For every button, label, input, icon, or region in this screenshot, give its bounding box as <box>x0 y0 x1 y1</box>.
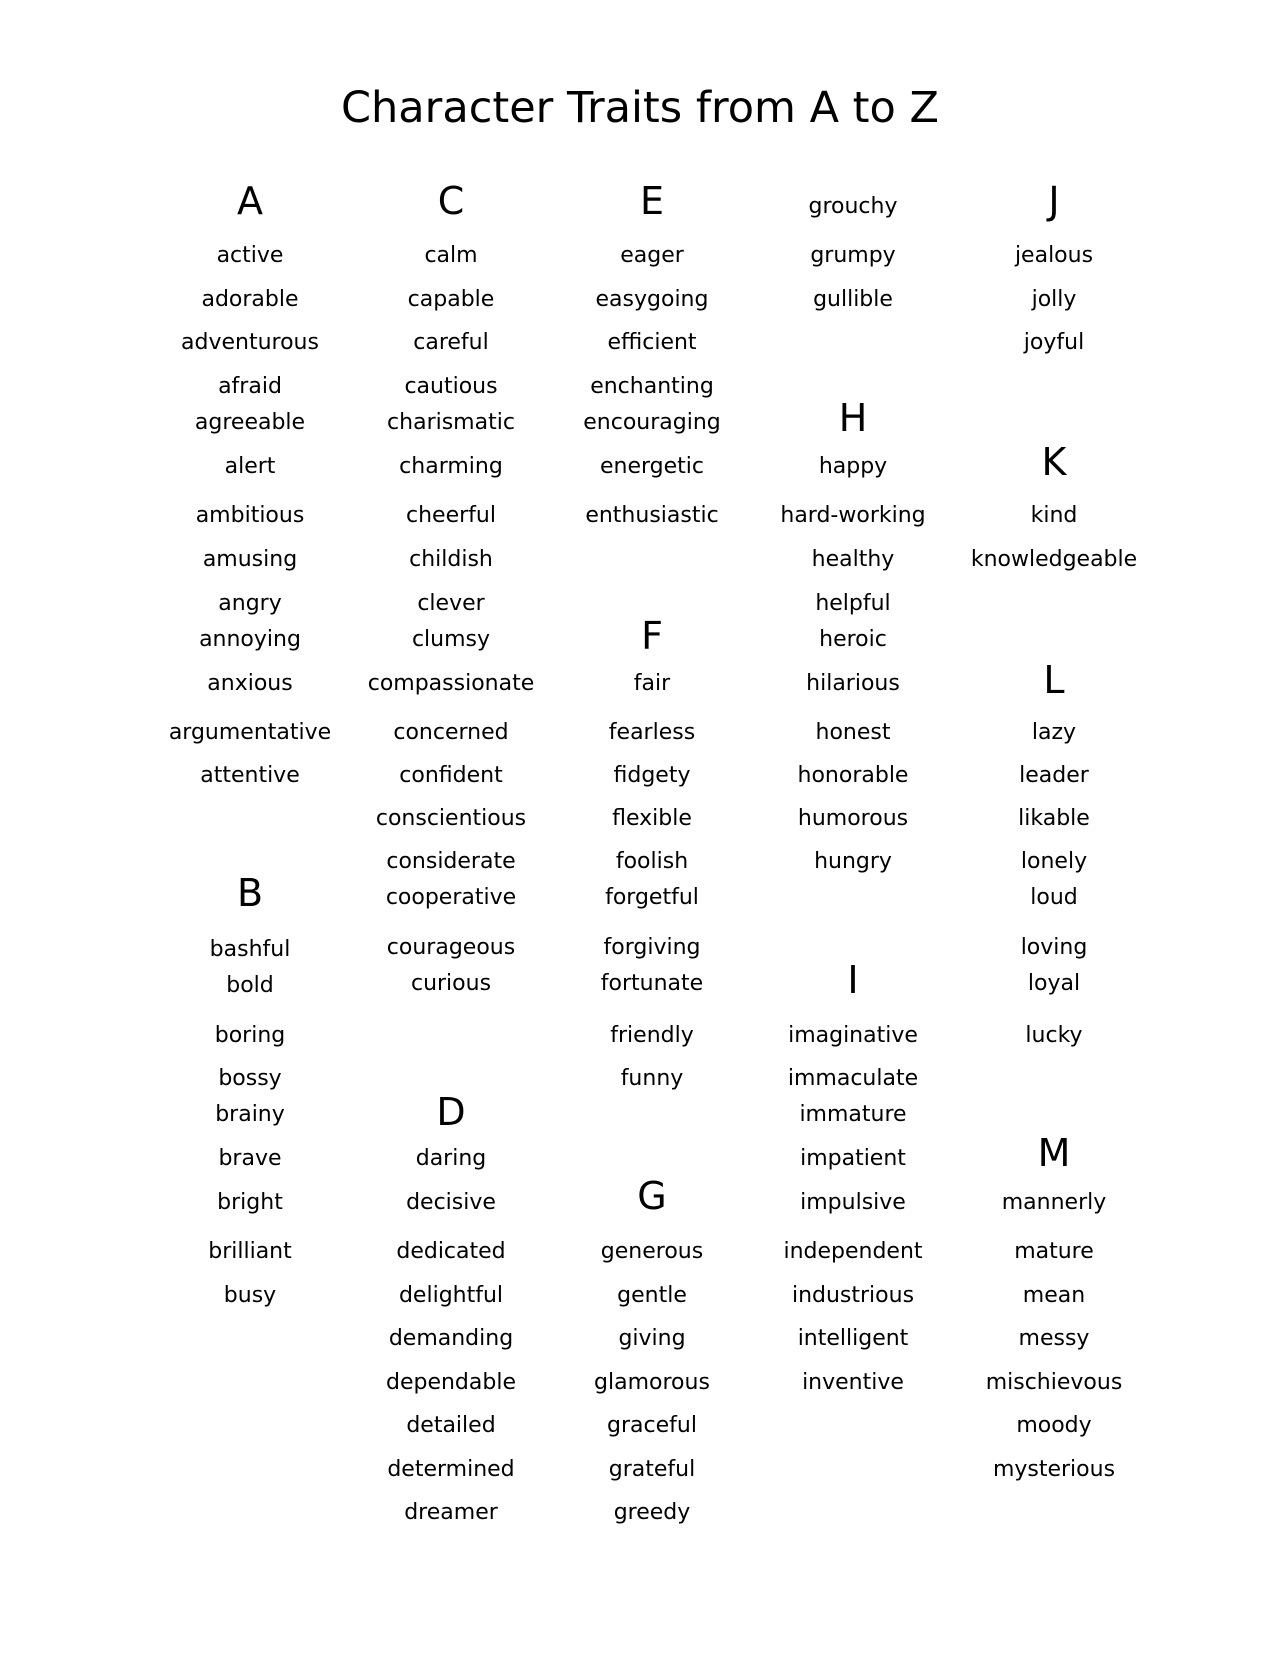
trait-word: dedicated <box>396 1239 506 1264</box>
trait-word: detailed <box>406 1413 496 1438</box>
trait-word: heroic <box>819 627 887 652</box>
letter-heading: J <box>1048 179 1060 223</box>
trait-word: ambitious <box>195 503 305 528</box>
trait-column-1 <box>150 0 350 1656</box>
letter-heading: G <box>637 1174 667 1218</box>
trait-word: forgiving <box>603 935 701 960</box>
trait-word: friendly <box>610 1023 694 1048</box>
trait-word: efficient <box>607 330 697 355</box>
trait-word: enchanting <box>590 374 714 399</box>
trait-word: immature <box>799 1102 907 1127</box>
trait-word: brilliant <box>208 1239 292 1264</box>
trait-word: mischievous <box>985 1370 1123 1395</box>
trait-word: bright <box>217 1190 283 1215</box>
page-title: Character Traits from A to Z <box>341 83 939 133</box>
trait-word: energetic <box>599 454 704 479</box>
trait-column-4 <box>753 0 953 1656</box>
trait-word: adventurous <box>181 330 319 355</box>
trait-word: grouchy <box>808 194 898 219</box>
trait-word: flexible <box>612 806 692 831</box>
trait-word: mysterious <box>992 1457 1116 1482</box>
trait-word: clumsy <box>411 627 491 652</box>
trait-word: graceful <box>607 1413 697 1438</box>
trait-word: charming <box>399 454 503 479</box>
letter-heading: I <box>847 958 859 1002</box>
letter-heading: C <box>437 179 465 223</box>
trait-word: encouraging <box>583 410 721 435</box>
trait-word: dreamer <box>404 1500 498 1525</box>
trait-word: mean <box>1022 1283 1086 1308</box>
trait-word: leader <box>1019 763 1089 788</box>
trait-word: fidgety <box>613 763 691 788</box>
trait-column-5 <box>954 0 1154 1656</box>
trait-word: cautious <box>404 374 498 399</box>
trait-word: inventive <box>802 1370 904 1395</box>
trait-word: likable <box>1018 806 1090 831</box>
trait-word: lazy <box>1031 720 1077 745</box>
trait-word: lonely <box>1020 849 1088 874</box>
trait-word: bashful <box>209 937 291 962</box>
trait-word: kind <box>1030 503 1078 528</box>
trait-word: knowledgeable <box>970 547 1138 572</box>
trait-word: curious <box>410 971 492 996</box>
trait-word: moody <box>1016 1413 1092 1438</box>
letter-heading: D <box>436 1090 466 1134</box>
trait-word: eager <box>620 243 684 268</box>
trait-word: courageous <box>386 935 516 960</box>
trait-word: concerned <box>393 720 509 745</box>
trait-word: boring <box>214 1023 286 1048</box>
trait-word: dependable <box>385 1370 516 1395</box>
letter-heading: K <box>1041 440 1067 484</box>
trait-word: forgetful <box>605 885 699 910</box>
trait-word: helpful <box>815 591 891 616</box>
trait-word: loving <box>1020 935 1088 960</box>
trait-word: easygoing <box>595 287 709 312</box>
trait-word: fortunate <box>600 971 704 996</box>
letter-heading: E <box>639 179 664 223</box>
trait-word: argumentative <box>168 720 332 745</box>
trait-word: greedy <box>613 1500 691 1525</box>
trait-word: confident <box>399 763 503 788</box>
trait-column-2 <box>351 0 551 1656</box>
trait-word: lucky <box>1025 1023 1083 1048</box>
letter-heading: L <box>1043 658 1065 702</box>
trait-word: mature <box>1014 1239 1094 1264</box>
trait-word: demanding <box>388 1326 514 1351</box>
trait-word: grateful <box>608 1457 696 1482</box>
trait-word: determined <box>387 1457 515 1482</box>
trait-word: fair <box>633 671 671 696</box>
trait-word: brainy <box>215 1102 285 1127</box>
trait-word: jolly <box>1031 287 1077 312</box>
trait-word: independent <box>783 1239 923 1264</box>
trait-word: messy <box>1018 1326 1090 1351</box>
trait-word: calm <box>424 243 478 268</box>
trait-word: honorable <box>797 763 909 788</box>
trait-word: agreeable <box>194 410 306 435</box>
trait-word: mannerly <box>1001 1190 1107 1215</box>
trait-word: brave <box>218 1146 282 1171</box>
trait-word: conscientious <box>375 806 527 831</box>
trait-word: bold <box>226 973 274 998</box>
trait-word: childish <box>409 547 493 572</box>
trait-word: capable <box>407 287 495 312</box>
trait-word: funny <box>620 1066 684 1091</box>
trait-word: immaculate <box>787 1066 919 1091</box>
trait-word: compassionate <box>367 671 535 696</box>
trait-word: adorable <box>201 287 299 312</box>
trait-word: annoying <box>199 627 301 652</box>
trait-word: impatient <box>800 1146 906 1171</box>
letter-heading: H <box>838 396 868 440</box>
trait-word: loud <box>1030 885 1078 910</box>
trait-word: intelligent <box>797 1326 909 1351</box>
trait-word: industrious <box>791 1283 915 1308</box>
trait-word: bossy <box>218 1066 282 1091</box>
trait-word: joyful <box>1023 330 1085 355</box>
trait-word: decisive <box>406 1190 496 1215</box>
letter-heading: F <box>641 614 663 658</box>
letter-heading: A <box>237 179 263 223</box>
trait-word: foolish <box>615 849 689 874</box>
trait-word: imaginative <box>788 1023 918 1048</box>
trait-word: hilarious <box>806 671 900 696</box>
trait-word: enthusiastic <box>585 503 719 528</box>
trait-word: afraid <box>218 374 282 399</box>
trait-word: attentive <box>200 763 300 788</box>
trait-word: honest <box>815 720 891 745</box>
trait-word: glamorous <box>594 1370 710 1395</box>
trait-word: careful <box>413 330 489 355</box>
trait-word: angry <box>218 591 282 616</box>
trait-word: loyal <box>1027 971 1081 996</box>
trait-word: gentle <box>617 1283 687 1308</box>
trait-word: impulsive <box>800 1190 906 1215</box>
trait-word: gullible <box>813 287 893 312</box>
trait-word: generous <box>600 1239 704 1264</box>
trait-word: cooperative <box>385 885 517 910</box>
trait-word: cheerful <box>406 503 496 528</box>
trait-word: daring <box>415 1146 487 1171</box>
trait-word: alert <box>224 454 276 479</box>
trait-word: grumpy <box>810 243 896 268</box>
trait-column-3 <box>552 0 752 1656</box>
trait-word: fearless <box>608 720 696 745</box>
trait-word: active <box>216 243 284 268</box>
letter-heading: M <box>1037 1131 1071 1175</box>
trait-word: anxious <box>207 671 293 696</box>
trait-word: happy <box>818 454 888 479</box>
trait-word: considerate <box>386 849 516 874</box>
trait-word: amusing <box>202 547 298 572</box>
trait-word: delightful <box>398 1283 504 1308</box>
letter-heading: B <box>236 871 264 915</box>
trait-word: hungry <box>814 849 892 874</box>
trait-word: hard-working <box>780 503 926 528</box>
trait-word: giving <box>618 1326 686 1351</box>
trait-word: busy <box>223 1283 277 1308</box>
trait-word: charismatic <box>387 410 515 435</box>
trait-word: jealous <box>1014 243 1094 268</box>
trait-word: humorous <box>797 806 909 831</box>
trait-word: clever <box>417 591 485 616</box>
trait-word: healthy <box>811 547 895 572</box>
